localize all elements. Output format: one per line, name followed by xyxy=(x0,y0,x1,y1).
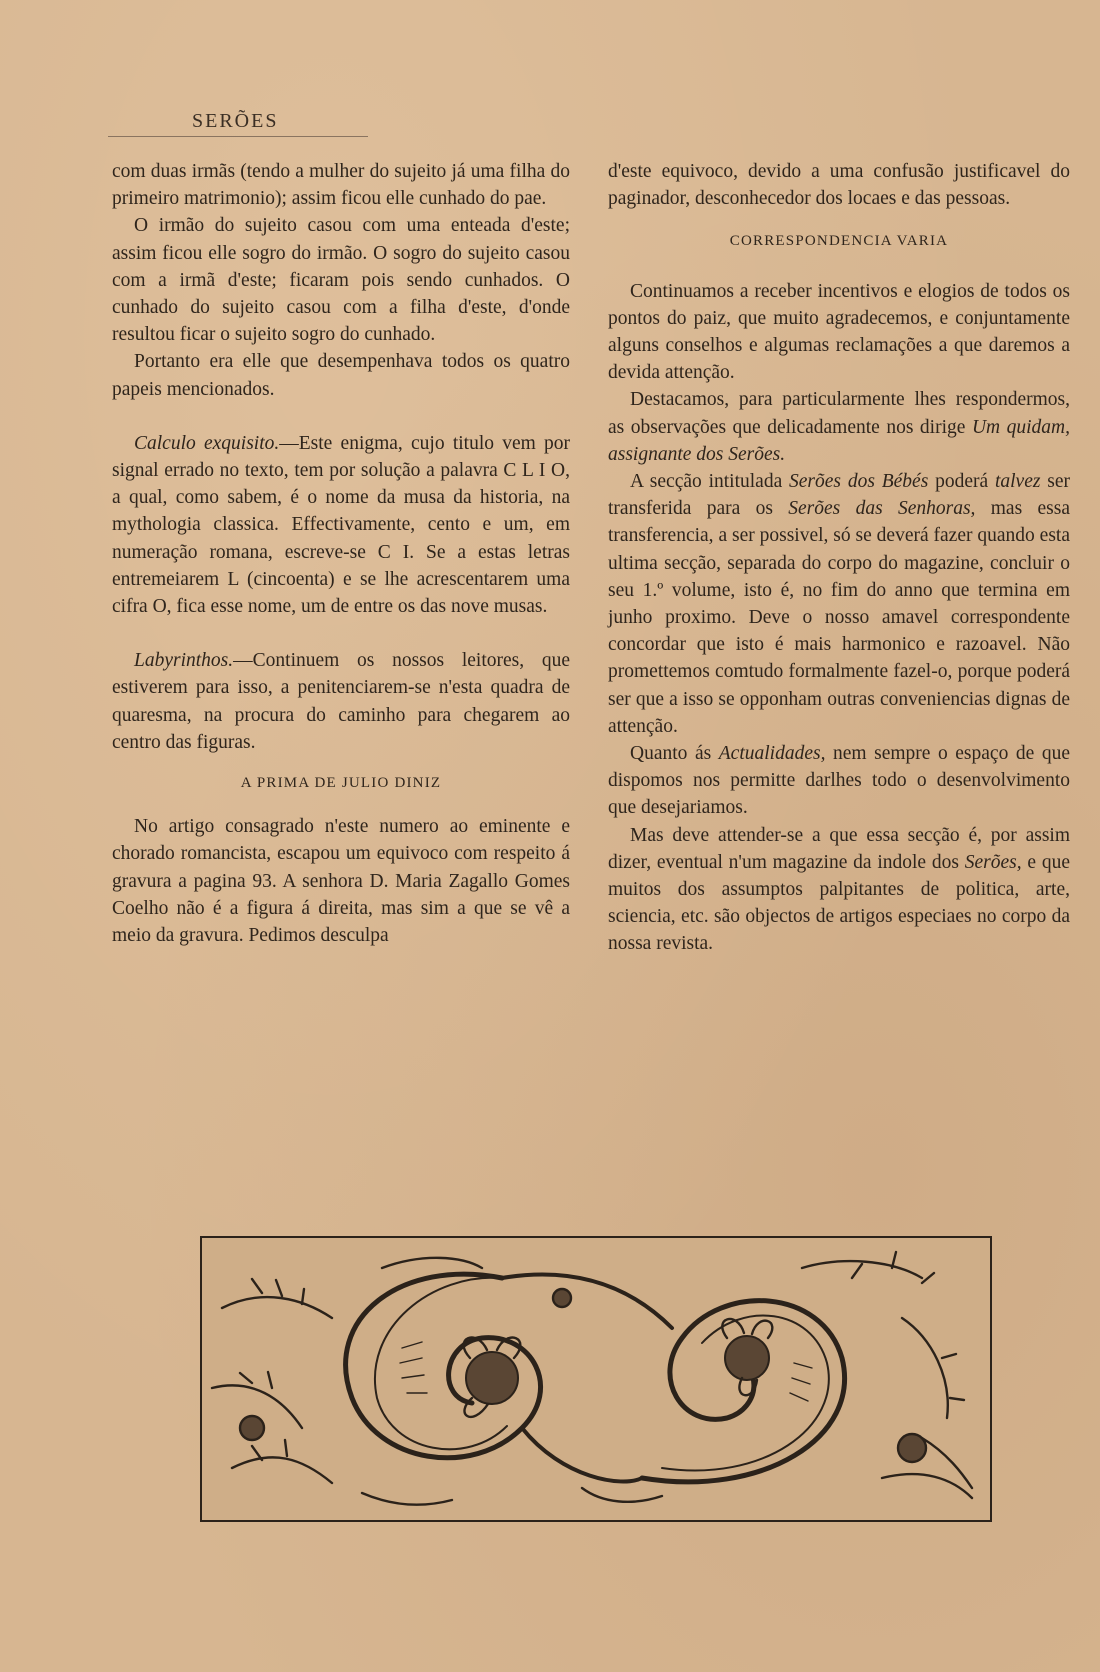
paragraph xyxy=(608,740,1070,822)
scroll-ornament-icon xyxy=(202,1238,990,1520)
italic-run: talvez xyxy=(994,471,1041,493)
right-column xyxy=(608,158,1070,958)
paragraph: Portanto era elle que desempenhava todos os quatro papeis mencionados. xyxy=(112,351,570,400)
text-run: e que muitos dos assumptos palpitantes de politica, arte, sciencia, etc. são objectos de artigos especiaes no corpo da nossa revista. xyxy=(608,851,1070,955)
italic-run: Actualidades, xyxy=(718,743,826,765)
labyrinthos-text: —Continuem os nossos leitores, que estiverem para isso, a penitenciarem-se n'esta quadra de quaresma, na procura do caminho para chegarem ao centro das figuras. xyxy=(112,650,570,753)
paragraph: com duas irmãs (tendo a mulher do sujeito já uma filha do primeiro matrimonio); assim ficou elle cunhado do pae. xyxy=(112,161,570,210)
text-run: A secção intitulada xyxy=(630,471,790,493)
text-run: Destacamos, para particularmente lhes respondermos, as observações que delicadamente nos dirige xyxy=(608,389,1070,438)
spacer xyxy=(112,620,570,647)
text-run: nem sempre o espaço de que dispomos nos permitte darlhes todo o desenvolvimento que desejariamos. xyxy=(608,743,1070,819)
italic-run: Serões, xyxy=(964,851,1022,873)
text-run: poderá xyxy=(928,471,995,493)
text-run: mas essa transferencia, a ser possivel, só se deverá fazer quando esta ultima secção, separada do corpo do magazine, concluir o seu 1.º volume, isto é, no fim do anno que termina em junho proximo. Deve o nosso amavel correspondente concordar que isto é mais harmonico e razoavel. Não promettemos comtudo formalmente fazel-o, porque poderá ser que a isso se opponham outras conveniencias dignas de attenção. xyxy=(608,498,1070,737)
left-column xyxy=(112,158,570,949)
paragraph: d'este equivoco, devido a uma confusão justificavel do paginador, desconhecedor dos locaes e das pessoas. xyxy=(608,161,1070,210)
paragraph xyxy=(608,386,1070,468)
italic-run: Um quidam, assignante dos Serões. xyxy=(608,416,1070,465)
paragraph: Continuamos a receber incentivos e elogios de todos os pontos do paiz, que muito agradecemos, e conjuntamente alguns conselhos e algumas reclamações a que daremos a devida attenção. xyxy=(608,280,1070,384)
italic-run: Serões das Senhoras, xyxy=(788,498,976,520)
italic-run: Serões dos Bébés xyxy=(789,471,929,493)
text-run: Mas deve attender-se a que essa secção é, por assim dizer, eventual n'um magazine da indole dos xyxy=(608,824,1070,873)
decorative-engraving xyxy=(200,1236,992,1522)
text-run: Quanto ás xyxy=(630,743,719,765)
paragraph: No artigo consagrado n'este numero ao eminente e chorado romancista, escapou um equivoco com respeito á gravura a pagina 93. A senhora D. Maria Zagallo Gomes Coelho não é a figura á direita, mas sim a que se vê a meio da gravura. Pedimos desculpa xyxy=(112,816,570,947)
paragraph-calculo xyxy=(112,430,570,620)
header-divider xyxy=(108,136,368,137)
page-title: SERÕES xyxy=(192,110,279,132)
spacer xyxy=(112,403,570,430)
calculo-text: —Este enigma, cujo titulo vem por signal errado no texto, tem por solução a palavra C L I O, a qual, como sabem, é o nome da musa da historia, na mythologia classica. Effectivamente, cento e um, em numeração romana, escreve-se C I. Se a estas letras entremeiarem L (cincoenta) e se lhe acrescentarem uma cifra O, fica esse nome, um de entre os das nove musas. xyxy=(112,432,570,618)
section-heading-prima: A PRIMA DE JULIO DINIZ xyxy=(240,775,442,792)
calculo-title: Calculo exquisito. xyxy=(134,432,280,454)
paragraph-labyrinthos xyxy=(112,647,570,756)
paragraph xyxy=(608,822,1070,958)
labyrinthos-title: Labyrinthos. xyxy=(134,650,234,672)
paragraph: O irmão do sujeito casou com uma enteada d'este; assim ficou elle sogro do irmão. O sogro do sujeito casou com a irmã d'este; ficaram pois sendo cunhados. O cunhado do sujeito casou com a filha d'este, d'onde resultou ficar o sujeito sogro do cunhado. xyxy=(112,215,570,346)
text-run: ser transferida para os xyxy=(608,471,1070,520)
paragraph xyxy=(608,468,1070,740)
section-heading-correspondencia: CORRESPONDENCIA VARIA xyxy=(729,233,949,250)
